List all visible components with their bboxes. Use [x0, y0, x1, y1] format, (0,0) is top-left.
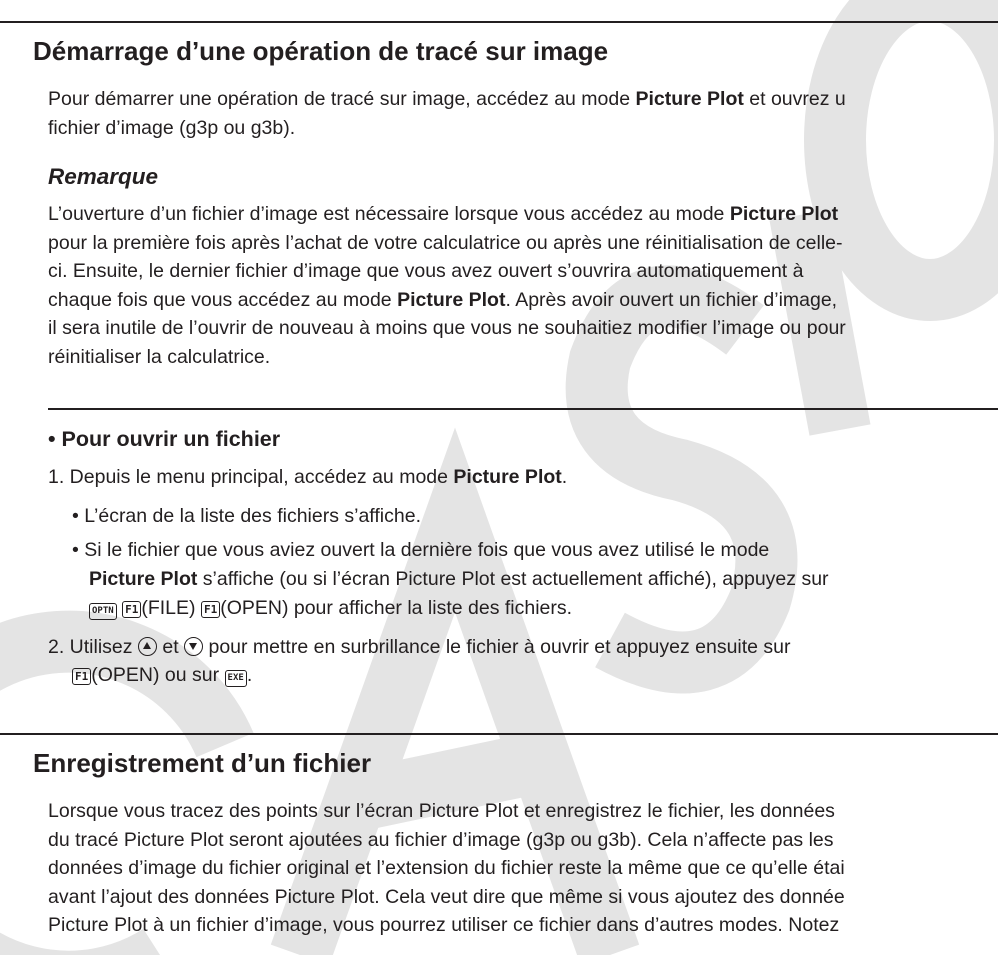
exe-key-icon: EXE — [225, 670, 247, 687]
step-text: pour mettre en surbrillance le fichier à ouvrir et appuyez ensuite sur — [203, 636, 791, 658]
procedure-divider — [48, 408, 998, 410]
bullet-text: s’affiche (ou si l’écran Picture Plot est actuellement affiché), appuyez sur — [197, 568, 829, 590]
note-text: . Après avoir ouvert un fichier d’image, — [505, 288, 838, 311]
step-2-line-2 — [72, 664, 252, 687]
intro-text: fichier d’image (g3p ou g3b). — [48, 116, 296, 139]
section-title: Démarrage d’une opération de tracé sur image — [33, 36, 609, 66]
cursor-down-key-icon — [184, 637, 203, 656]
save-paragraph — [48, 797, 845, 940]
step-text: . — [561, 466, 568, 488]
save-text: Lorsque vous tracez des points sur l’écran Picture Plot et enregistrez le fichier, les données — [48, 800, 835, 822]
bullet-text: (FILE) — [141, 597, 196, 619]
intro-text: et ouvrez u — [743, 88, 846, 110]
save-text: du tracé Picture Plot seront ajoutées au fichier d’image (g3p ou g3b). Cela n’affecte pas les — [48, 828, 834, 851]
step-text: et — [156, 636, 185, 658]
mode-name: Picture Plot — [89, 568, 198, 590]
save-text: avant l’ajout des données Picture Plot. Cela veut dire que même si vous ajoutez des donnée — [48, 885, 845, 908]
step-2-line-1 — [48, 636, 791, 659]
note-paragraph — [48, 200, 846, 372]
note-text: pour la première fois après l’achat de votre calculatrice ou après une réinitialisation de celle- — [48, 231, 843, 254]
intro-text: Pour démarrer une opération de tracé sur image, accédez au mode — [48, 88, 636, 110]
section-divider — [0, 733, 998, 735]
bullet-2-line-1: • Si le fichier que vous aviez ouvert la dernière fois que vous avez utilisé le mode — [72, 539, 770, 561]
bullet-text: (OPEN) pour afficher la liste des fichiers. — [220, 597, 573, 619]
save-text: données d’image du fichier original et l’extension du fichier reste la même que ce qu’elle étai — [48, 857, 845, 880]
procedure-title: • Pour ouvrir un fichier — [48, 427, 281, 451]
section-divider — [0, 21, 998, 23]
note-text: chaque fois que vous accédez au mode — [48, 288, 398, 311]
step-1 — [48, 466, 567, 489]
cursor-up-key-icon — [138, 637, 157, 656]
optn-key-icon: OPTN — [89, 603, 117, 620]
save-text: Picture Plot à un fichier d’image, vous pourrez utiliser ce fichier dans d’autres modes. Notez — [48, 914, 840, 937]
bullet-2-line-3 — [89, 597, 572, 620]
note-text: ci. Ensuite, le dernier fichier d’image que vous avez ouvert s’ouvrira automatiquement à — [48, 260, 804, 283]
f1-key-icon: F1 — [201, 601, 220, 618]
note-text: réinitialiser la calculatrice. — [48, 345, 271, 368]
mode-name: Picture Plot — [397, 288, 506, 311]
intro-paragraph — [48, 85, 846, 142]
mode-name: Picture Plot — [453, 466, 562, 488]
step-text: (OPEN) ou sur — [91, 664, 225, 686]
f1-key-icon: F1 — [122, 601, 141, 618]
note-text: L’ouverture d’un fichier d’image est nécessaire lorsque vous accédez au mode — [48, 203, 730, 225]
bullet-1: • L’écran de la liste des fichiers s’affiche. — [72, 505, 421, 527]
section-title: Enregistrement d’un fichier — [33, 748, 372, 778]
note-text: il sera inutile de l’ouvrir de nouveau à moins que vous ne souhaitiez modifier l’image ou pour — [48, 317, 846, 340]
bullet-2-line-2 — [89, 568, 829, 591]
note-title: Remarque — [48, 164, 159, 189]
mode-name: Picture Plot — [729, 203, 839, 225]
mode-name: Picture Plot — [635, 88, 744, 110]
f1-key-icon: F1 — [72, 668, 91, 685]
step-text: 2. Utilisez — [48, 636, 138, 658]
step-text: 1. Depuis le menu principal, accédez au mode — [48, 466, 454, 488]
step-text: . — [246, 664, 253, 686]
